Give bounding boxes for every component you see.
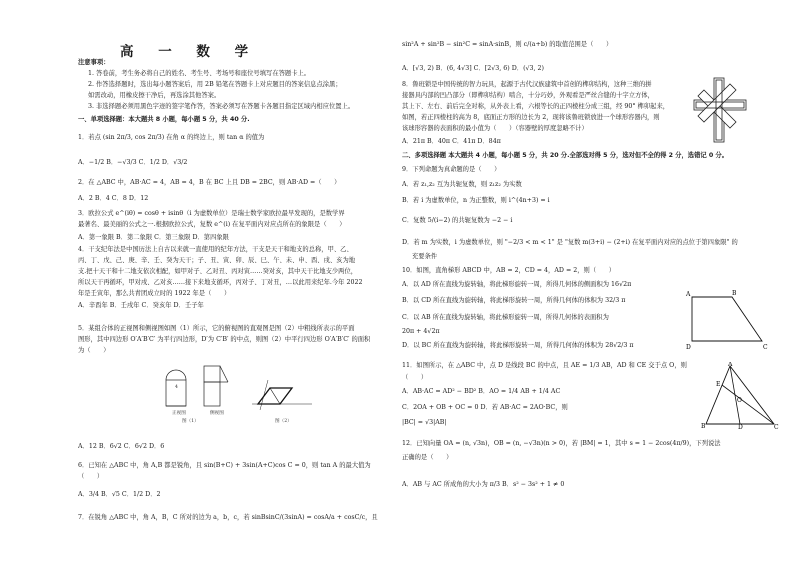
side-view-label: 侧视图	[210, 411, 224, 416]
text-line: 图形，其中四边形 O′A′B′C′ 为平行四边形，D′为 C′B′ 的中点，则图（2）中平行四边形 O′A′B′C′ 的面积	[78, 336, 371, 343]
text-line: 所以天干再循环，甲对戌、乙对亥……接下来地支循环，丙对子、丁对丑，…以此用来纪年.今年 2022	[78, 279, 363, 286]
figure-1-views	[158, 362, 238, 414]
text-line: 一、单项选择题：本大题共 8 小题，每小题 5 分，共 40 分.	[78, 116, 250, 123]
tri-label-b: B	[701, 423, 706, 430]
text-line: 1. 答卷前，考生务必将自己的姓名、考生号、考场号和座位号填写在答题卡上。	[88, 70, 311, 77]
text-line: 注意事项：	[78, 59, 110, 66]
text-line: D．若 m 为实数，i 为虚数单位，则 "−2/3 < m < 1" 是 "复数 m(3+i) − (2+i) 在复平面内对应的点位于第四象限" 的	[402, 239, 738, 246]
text-line: 9．下列命题为真命题的是（ ）	[402, 166, 501, 173]
text-line: B．以 CD 所在直线为旋转轴，将此梯形旋转一周，所得几何体的体积为 32/3 π	[402, 297, 626, 304]
trap-label-c: C	[763, 344, 768, 351]
triangle-figure	[700, 362, 780, 430]
text-line: 8．鲁班锁是中国传统的智力玩具，起源于古代汉族建筑中首创的榫卯结构，这种三维的拼	[402, 81, 652, 88]
text-line: 如图，若正四棱柱的高为 8，底面正方形的边长为 2，现将该鲁班锁放进一个球形容器内，则	[402, 114, 660, 121]
text-line: A．AB·AC = AD² − BD² B．AO = 1/4 AB + 1/4 AC	[402, 388, 561, 395]
text-line: 20π + 4√2π	[402, 328, 440, 335]
trap-label-d: D	[686, 344, 691, 351]
text-line: 5．某组合体的正视图和侧视图如图（1）所示，它的俯视图的直观图是图（2）中粗线所表示的平面	[78, 325, 355, 332]
text-line: 6．已知在 △ABC 中，角 A,B 都是锐角，且 sin(B+C) + 3sin(A+C)cos C = 0，则 tan A 的最大值为	[78, 462, 371, 469]
figure-dim-label: 4	[175, 385, 178, 390]
text-line: A．−1/2 B．−√3/3 C．1/2 D．√3/2	[78, 159, 188, 166]
text-line: A．21π B．40π C．41π D．84π	[402, 138, 501, 145]
text-line: 12．已知向量 OA = (n, √3n)，OB = (n, −√3n)(n > 0)，若 |BM| = 1，其中 s = 1 − 2cos(4π/9)，下列说法	[402, 440, 721, 447]
text-line: 1．若点 (sin 2π/3, cos 2π/3) 在角 α 的终边上，则 tan α 的值为	[78, 134, 265, 141]
text-line: |BC| = √3|AB|	[402, 419, 447, 426]
tri-label-a: A	[728, 362, 733, 368]
text-line: 7．在锐角 △ABC 中，角 A，B，C 所对的边为 a，b，c，若 sinBsinC/(3sinA) = cosA/a + cosC/c，且	[78, 514, 378, 521]
text-line: A．[√3, 2) B．(6, 4√3] C．[2√3, 6) D．(√3, 2)	[402, 65, 545, 72]
text-line: 2. 作答选择题时，选出每小题答案后，用 2B 铅笔在答题卡上对应题目的答案信息点涂黑；	[88, 81, 342, 88]
trap-label-a: A	[686, 291, 691, 298]
text-line: （ ）	[402, 374, 428, 381]
text-line: D．以 BC 所在直线为旋转轴，将此梯形旋转一周，所得几何体的体积为 28√2/3 π	[402, 342, 634, 349]
figure-2-parallelogram	[250, 378, 316, 412]
trapezoid-figure	[680, 285, 770, 351]
text-line: C．以 AB 所在直线为旋转轴，将此梯形旋转一周，所得几何体的表面积为	[402, 314, 609, 321]
text-line: 4．干支纪年法是中国历法上自古以来就一直使用的纪年方法，干支是天干和地支的总称，甲、乙、	[78, 246, 353, 253]
text-line: A．辛酉年 B．壬戌年 C．癸亥年 D．壬子年	[78, 302, 204, 309]
text-line: A．2 B．4 C．8 D．12	[78, 195, 149, 202]
text-line: A．3/4 B．√5 C．1/2 D．2	[78, 491, 161, 498]
tri-label-e: E	[716, 381, 721, 388]
text-line: 丙、丁、戊、己、庚、辛、壬、癸为天干；子、丑、寅、卯、辰、巳、午、未、申、酉、戌、亥为地	[78, 257, 356, 264]
text-line: 其上下、左右、前后完全对称，从外表上看，六根等长的正四棱柱分成三组，经 90° 榫卯起来，	[402, 103, 670, 110]
front-view-label: 正视图	[172, 411, 186, 416]
figure-2-caption: 图（2）	[275, 419, 292, 424]
text-line: 2．在 △ABC 中，AB·AC = 4，AB = 4，B 在 BC 上且 DB = 2BC，则 AB·AD =（ ）	[78, 179, 341, 186]
text-line: A．AB 与 AC 所成角的大小为 π/3 B．s² − 3s² + 1 ≠ 0	[402, 481, 565, 488]
trap-label-b: B	[732, 290, 737, 297]
page-title: 高 一 数 学	[120, 44, 259, 60]
text-line: A．若 z₁,z₂ 互为共轭复数，则 z₁z₂ 为实数	[402, 181, 522, 188]
text-line: 最著名、最美丽的公式之一.根据欧拉公式，复数 e^(i) 在复平面内对应点所在的象限是（ ）	[78, 221, 346, 228]
text-line: sin²A + sin²B − sin²C = sinA·sinB，则 c/(a+b) 的取值范围是（ ）	[402, 41, 613, 48]
text-line: 充要条件	[412, 253, 438, 260]
text-line: 为（ ）	[78, 347, 110, 354]
text-line: 正确的是（ ）	[402, 454, 453, 461]
tri-label-o: O	[737, 397, 742, 404]
text-line: A．以 AD 所在直线为旋转轴，将此梯形旋转一周，所得几何体的侧面积为 16√2π	[402, 281, 632, 288]
text-line: 该球形容器的表面积的最小值为（ ）（容器壁的厚度忽略不计）	[402, 125, 588, 132]
left-column	[78, 0, 396, 562]
figure-1-caption: 图（1）	[182, 419, 199, 424]
text-line: C．2OA + OB + OC = 0 D．若 AB·AC = 2AO·BC，则	[402, 404, 568, 411]
tri-label-c: C	[774, 424, 779, 430]
text-line: （ ）	[78, 473, 104, 480]
text-line: 二、多项选择题 本大题共 4 小题，每小题 5 分，共 20 分.全部选对得 5 分，选对但不全的得 2 分，选错记 0 分。	[402, 152, 729, 159]
text-line: A．第一象限 B．第二象限 C．第三象限 D．第四象限	[78, 234, 229, 241]
text-line: 3．欧拉公式 e^(iθ) = cosθ + isinθ（i 为虚数单位）是瑞士数学家欧拉最早发现的，是数学界	[78, 210, 345, 217]
tri-label-d: D	[738, 424, 743, 430]
text-line: B．若 i 为虚数单位，n 为正整数，则 i^(4n+3) = i	[402, 197, 550, 204]
text-line: A．12 B．6√2 C．6√2 D．6	[78, 443, 165, 450]
text-line: 如需改动，用橡皮擦干净后，再选涂其他答案。	[88, 92, 221, 99]
text-line: 10．如图，直角梯形 ABCD 中，AB = 2，CD = 4，AD = 2，则（ ）	[402, 267, 616, 274]
luban-lock-figure	[692, 76, 748, 146]
text-line: 支.把十天干和十二地支依次相配，如甲对子、乙对丑、丙对寅……癸对亥，其中天干比地支少两位，	[78, 268, 358, 275]
text-line: 年是壬寅年，那么共青团成立时的 1922 年是（ ）	[78, 290, 231, 297]
text-line: 接器具内部的凹凸部分（即榫卯结构）啮合，十分巧妙，外观看是严丝合缝的十字立方体，	[402, 92, 654, 99]
text-line: C．复数 5/(i−2) 的共轭复数为 −2 − i	[402, 217, 513, 224]
text-line: 11．如图所示，在 △ABC 中，点 D 是线段 BC 的中点，且 AE = 1/3 AB，AD 和 CE 交于点 O，则	[402, 362, 687, 369]
text-line: 3. 非选择题必须用黑色字迹的签字笔作答，答案必须写在答题卡各题目指定区域内相应位置上。	[88, 103, 355, 110]
